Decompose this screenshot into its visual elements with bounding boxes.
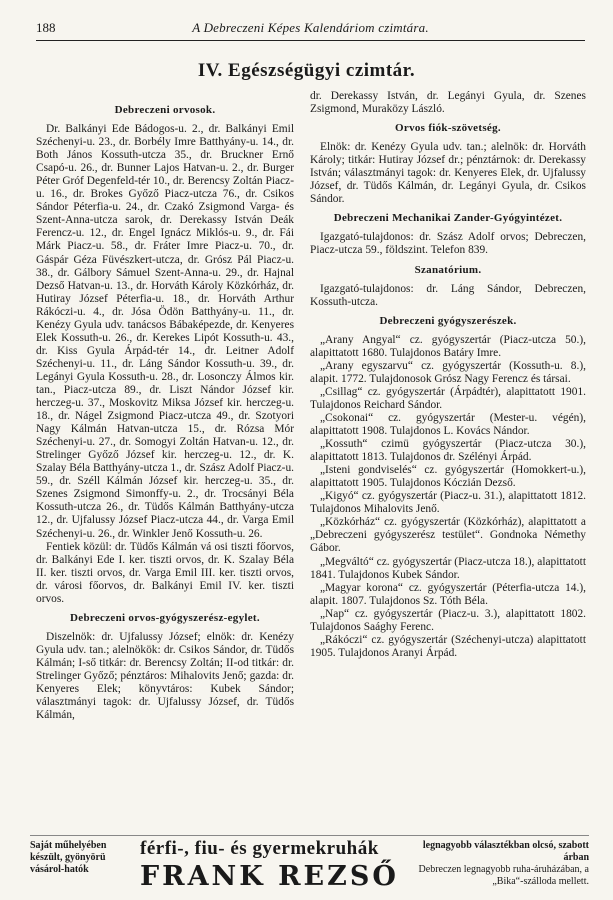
header-rule <box>36 40 585 41</box>
pharmacy-entry: „Arany Angyal“ cz. gyógyszertár (Piacz-utcza 50.), alapittatott 1680. Tulajdonos Batáry Imre. <box>310 333 586 359</box>
section-title: IV. Egészségügyi czimtár. <box>197 60 416 81</box>
pharmacy-entry: „Csokonai“ cz. gyógyszertár (Mester-u. végén), alapittatott 1908. Tulajdonos L. Kovács Nándor. <box>310 411 586 438</box>
pharmacy-list <box>310 334 586 660</box>
sanatorium-text: Igazgató-tulajdonos: dr. Láng Sándor, Debreczen, Kossuth-utcza. <box>310 282 586 308</box>
pharmacies-heading: Debreczeni gyógyszerészek. <box>379 314 517 327</box>
ad-brand: FRANK REZSŐ <box>140 861 399 892</box>
association-text: Diszelnök: dr. Ujfalussy József; elnök: dr. Kenézy Gyula udv. tan.; alelnökök: dr. Csikos Sándor, dr. Tüdős Kálmán; I-ső titkár: dr. Berencsy Zoltán; II-od titkár: dr. Strelinger Győző; pénztáros: Mihalovits Jenő; gazda: dr. Kenyeres Elek; könyvtáros: Kubek Sándor; választmányi tagok: dr. Ujfalussy József, dr. Tüdős Kálmán, <box>36 630 294 722</box>
ad-left-text: Saját műhelyében készült, gyönyörü vásárol-hatók <box>30 840 107 875</box>
branch-text: Elnök: dr. Kenézy Gyula udv. tan.; alelnök: dr. Horváth Károly; titkár: Hutiray József dr.; pénztárnok: dr. Derekassy István; választmányi tagok: dr. Kenyeres Elek, dr. Ujfalussy József, dr. Tüdős Kálmán, dr. Legányi Gyula, dr. Csikos Sándor. <box>310 141 586 206</box>
ad-headline: férfi-, fiu- és gyermekruhák <box>140 838 379 859</box>
ad-right-text-2: Debreczen legnagyobb ruha-áruházában, a „Bika“-szálloda mellett. <box>418 864 589 887</box>
pharmacy-entry: „Isteni gondviselés“ cz. gyógyszertár (Homokkert-u.), alapittatott 1905. Tulajdonos Kóczián Dezső. <box>310 464 586 490</box>
doctors-heading: Debreczeni orvosok. <box>114 104 216 116</box>
pharmacy-entry: „Magyar korona“ cz. gyógyszertár (Péterfia-utcza 14.), alapit. 1807. Tulajdonos Sz. Tóth Béla. <box>310 581 586 607</box>
doctors-list: Dr. Balkányi Ede Bádogos-u. 2., dr. Balkányi Emil Széchenyi-u. 23., dr. Borbély Imre Batthyány-u. 14., dr. Both János Kossuth-utcza 35., dr. Bruckner Ernő Csapó-u. 26., dr. Bunner Lajos Hatvan-u. 2., dr. Burger Péter Gróf Degenfeld-tér 10., dr. Berencsy Zoltán Piacz-u. 16., dr. Brokes Győző Piacz-utcza 76., dr. Csikos Sándor Péterfia-u. 24., dr. Czakó Zsigmond Varga- és Szent-Anna-utcza sarok, dr. Derekassy István Deák Ferencz-u. 12., dr. Engel Ignácz Miklós-u. 9., dr. Fái Márk Piacz-u. 58., dr. Fráter Imre Piacz-u. 70., dr. Gáspár Géza Füvészkert-utcza, dr. Grósz Pál Piacz-u. 38., dr. Gálbory Sámuel Szent-Anna-u. 29., dr. Hajnal Dezső Hatvan-u. 13., dr. Horváth Károly Közkórház, dr. Hutiray József Péterfia-u. 18., dr. Horváth Arthur Rákóczi-u. 4., dr. Jósa Ödön Batthyány-u. 11., dr. Kenézy Gyula udv. tanácsos Bábaképezde, dr. Kenyeres Elek Kossuth-u. 26., dr. Kerekes Lipót Kossuth-u. 43., dr. Kiss Gyula Árpád-tér 14., dr. Leitner Adolf Széchenyi-u. 11., dr. Láng Sándor Kossuth-u. 39., dr. Legányi Gyula Kossuth-u. 28., dr. Losonczy Álmos kir. tan., Piacz-utcza 89., dr. Liszt Nándor József kir. herczeg-u. 37., Moskovitz Miksa József kir. herczeg-u. 18., dr. Nágel Zsigmond Piacz-utcza 49., dr. Szotyori Nagy Kálmán Hatvan-utcza 15., dr. Rózsa Mór Széchenyi-u. 27., dr. Somogyi Zoltán Hatvan-u. 12., dr. Strelinger Győző József kir. herczeg-u. 12., dr. K. Szalay Béla Batthyány-utcza 1., dr. Szász Adolf Piacz-u. 59., dr. Széll Kálmán József kir. herczeg-u. 35., dr. Szenes Zsigmond Simonffy-u. 2., dr. Trocsányi Béla Kossuth-utcza 26., dr. Tüdős Kálmán Batthyány-utcza 12., dr. Ujfalussy József Piacz-utcza 44., dr. Varga Emil Széchenyi-u. 26., dr. Winkler Jenő Kossuth-u. 26. <box>36 123 294 540</box>
sanatorium-heading: Szanatórium. <box>414 263 482 276</box>
pharmacy-entry: „Kigyó“ cz. gyógyszertár (Piacz-u. 31.), alapittatott 1812. Tulajdonos Mihalovits Jenő. <box>310 490 586 516</box>
zander-text: Igazgató-tulajdonos: dr. Szász Adolf orvos; Debreczen, Piacz-utcza 59., földszint. Telefon 839. <box>310 231 586 257</box>
running-title: A Debreczeni Képes Kalendáriom czimtára. <box>192 20 429 35</box>
association-text-cont: dr. Derekassy István, dr. Legányi Gyula, dr. Szenes Zsigmond, Muraközy László. <box>310 90 586 116</box>
association-heading: Debreczeni orvos-gyógyszerész-egylet. <box>70 611 260 624</box>
page-header <box>36 20 585 38</box>
pharmacy-entry: „Közkórház“ cz. gyógyszertár (Közkórház), alapittatott a „Debreczeni gyógyszerész testület“. Gondnoka Némethy Gábor. <box>310 516 586 555</box>
pharmacy-entry: „Arany egyszarvu“ cz. gyógyszertár (Kossuth-u. 8.), alapit. 1772. Tulajdonosok Grósz Nagy Ferencz és társai. <box>310 359 586 385</box>
ad-right-text: legnagyobb választékban olcsó, szabott árban <box>422 840 589 863</box>
pharmacy-entry: „Rákóczi“ cz. gyógyszertár (Széchenyi-utcza) alapittatott 1905. Tulajdonos Aranyi Árpád. <box>310 633 586 659</box>
zander-heading: Debreczeni Mechanikai Zander-Gyógyintézet. <box>333 212 563 225</box>
pharmacy-entry: „Kossuth“ czimü gyógyszertár (Piacz-utcza 30.), alapittatott 1813. Tulajdonos dr. Szélényi Árpád. <box>310 438 586 464</box>
advertisement <box>30 835 589 892</box>
pharmacy-entry: „Csillag“ cz. gyógyszertár (Árpádtér), alapittatott 1901. Tulajdonos Reichard Sándor. <box>310 385 586 411</box>
doctors-note: Fentiek közül: dr. Tüdős Kálmán vá osi tiszti főorvos, dr. Balkányi Ede I. ker. tiszti orvos, dr. K. Szalay Béla II. ker. tiszti orvos, dr. Varga Emil III. ker. tiszti orvos, dr. városi főorvos, dr. Balkányi Emil IV. ker. tiszti orvos. <box>36 540 294 605</box>
branch-heading: Orvos fiók-szövetség. <box>395 122 501 135</box>
pharmacy-entry: „Nap“ cz. gyógyszertár (Piacz-u. 3.), alapittatott 1802. Tulajdonos Saághy Ferenc. <box>310 607 586 633</box>
page-number: 188 <box>36 20 56 35</box>
right-column <box>310 90 586 660</box>
pharmacy-entry: „Megváltó“ cz. gyógyszertár (Piacz-utcza 18.), alapittatott 1841. Tulajdonos Kubek Sándor. <box>310 555 586 581</box>
left-column <box>36 90 294 722</box>
